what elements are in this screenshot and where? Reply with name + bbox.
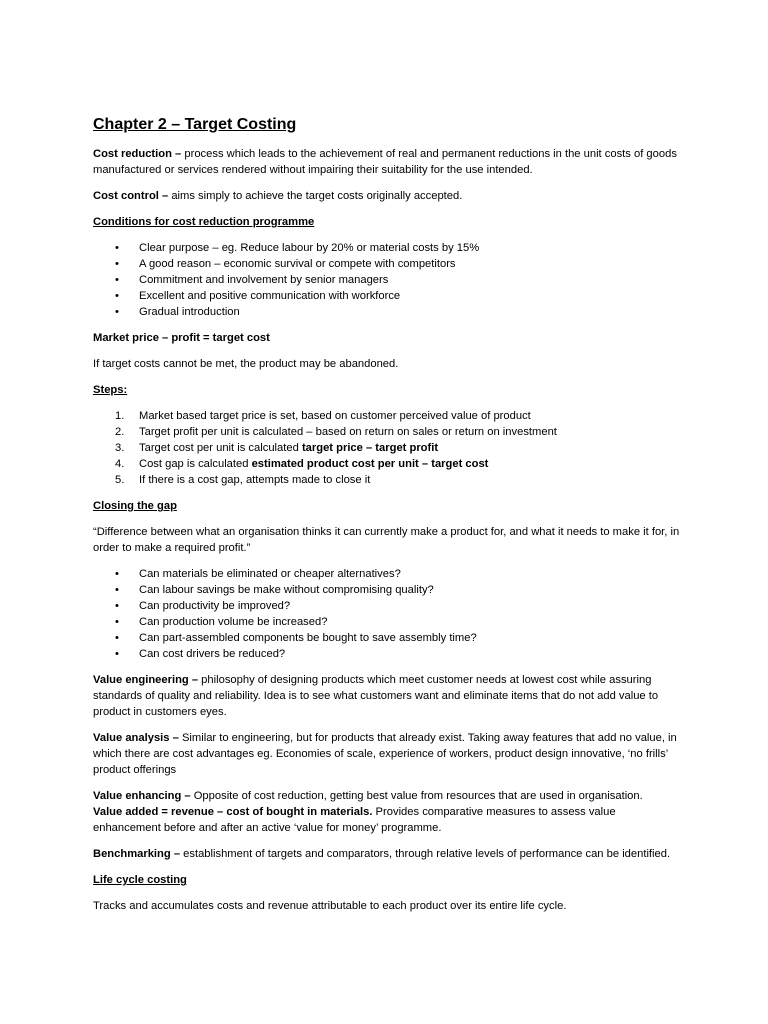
conditions-list bbox=[93, 240, 683, 320]
steps-list bbox=[93, 408, 683, 488]
list-item bbox=[93, 272, 683, 288]
list-item-text: Can labour savings be make without compromising quality? bbox=[139, 584, 434, 596]
cost-control-term: Cost control – bbox=[93, 190, 169, 202]
list-item bbox=[93, 288, 683, 304]
value-enhancing-term: Value enhancing – bbox=[93, 790, 191, 802]
list-item bbox=[93, 646, 683, 662]
step-item bbox=[93, 440, 683, 456]
bullet-icon: • bbox=[115, 290, 119, 302]
step-number: 5. bbox=[115, 474, 125, 486]
life-cycle-text: Tracks and accumulates costs and revenue attributable to each product over its entire life cycle. bbox=[93, 900, 567, 912]
value-analysis-paragraph bbox=[93, 730, 683, 778]
list-item-text: Commitment and involvement by senior managers bbox=[139, 274, 389, 286]
abandon-note: If target costs cannot be met, the product may be abandoned. bbox=[93, 358, 399, 370]
list-item-text: Can materials be eliminated or cheaper alternatives? bbox=[139, 568, 401, 580]
step-number: 2. bbox=[115, 426, 125, 438]
value-analysis-text: Similar to engineering, but for products that already exist. Taking away features that add no value, in which there are cost advantages eg. Economies of scale, experience of workers, product design innovative, ‘no frills’ product offerings bbox=[93, 732, 677, 776]
benchmarking-paragraph bbox=[93, 846, 683, 862]
steps-heading: Steps: bbox=[93, 384, 128, 396]
bullet-icon: • bbox=[115, 306, 119, 318]
cost-control-text: aims simply to achieve the target costs originally accepted. bbox=[168, 190, 463, 202]
list-item-text: Can productivity be improved? bbox=[139, 600, 291, 612]
value-engineering-text: philosophy of designing products which meet customer needs at lowest cost while assuring standards of quality and reliability. Idea is to see what customers want and eliminate items that do not add value to product in customers eyes. bbox=[93, 674, 659, 718]
list-item-text: Can production volume be increased? bbox=[139, 616, 328, 628]
list-item bbox=[93, 304, 683, 320]
cost-control-paragraph bbox=[93, 188, 683, 204]
list-item-text: Clear purpose – eg. Reduce labour by 20% or material costs by 15% bbox=[139, 242, 480, 254]
step-number: 3. bbox=[115, 442, 125, 454]
list-item bbox=[93, 240, 683, 256]
value-added-formula: Value added = revenue – cost of bought in materials. bbox=[93, 806, 373, 818]
conditions-heading: Conditions for cost reduction programme bbox=[93, 216, 315, 228]
list-item bbox=[93, 630, 683, 646]
cost-reduction-paragraph bbox=[93, 146, 683, 178]
closing-gap-quote: “Difference between what an organisation thinks it can currently make a product for, and what it needs to make it for, in order to make a required profit.” bbox=[93, 526, 680, 554]
bullet-icon: • bbox=[115, 242, 119, 254]
step-formula: target price – target profit bbox=[301, 442, 439, 454]
bullet-icon: • bbox=[115, 584, 119, 596]
list-item bbox=[93, 256, 683, 272]
step-item bbox=[93, 456, 683, 472]
value-enhancing-text: Opposite of cost reduction, getting best value from resources that are used in organisation. bbox=[190, 790, 643, 802]
step-text: Cost gap is calculated bbox=[139, 458, 252, 470]
list-item bbox=[93, 614, 683, 630]
cost-reduction-term: Cost reduction – bbox=[93, 148, 182, 160]
document-content bbox=[93, 114, 683, 924]
closing-gap-heading: Closing the gap bbox=[93, 500, 177, 512]
closing-gap-list bbox=[93, 566, 683, 662]
bullet-icon: • bbox=[115, 600, 119, 612]
target-cost-formula: Market price – profit = target cost bbox=[93, 332, 270, 344]
step-item bbox=[93, 472, 683, 488]
list-item bbox=[93, 566, 683, 582]
value-engineering-paragraph bbox=[93, 672, 683, 720]
step-item bbox=[93, 424, 683, 440]
bullet-icon: • bbox=[115, 274, 119, 286]
step-number: 1. bbox=[115, 410, 125, 422]
list-item-text: A good reason – economic survival or compete with competitors bbox=[139, 258, 456, 270]
step-text: Target profit per unit is calculated – based on return on sales or return on investment bbox=[139, 426, 557, 438]
bullet-icon: • bbox=[115, 258, 119, 270]
step-number: 4. bbox=[115, 458, 125, 470]
step-formula: estimated product cost per unit – target cost bbox=[251, 458, 489, 470]
cost-reduction-text: process which leads to the achievement of real and permanent reductions in the unit costs of goods manufactured or services rendered without impairing their suitability for the use intended. bbox=[93, 148, 677, 176]
list-item-text: Can part-assembled components be bought to save assembly time? bbox=[139, 632, 477, 644]
value-added-text: Provides comparative measures to assess value enhancement before and after an active ‘value for money’ programme. bbox=[93, 806, 616, 834]
chapter-title: Chapter 2 – Target Costing bbox=[93, 116, 297, 133]
life-cycle-heading: Life cycle costing bbox=[93, 874, 187, 886]
list-item-text: Excellent and positive communication with workforce bbox=[139, 290, 401, 302]
benchmarking-term: Benchmarking – bbox=[93, 848, 181, 860]
bullet-icon: • bbox=[115, 632, 119, 644]
benchmarking-text: establishment of targets and comparators, through relative levels of performance can be identified. bbox=[180, 848, 671, 860]
step-text: If there is a cost gap, attempts made to close it bbox=[139, 474, 371, 486]
bullet-icon: • bbox=[115, 648, 119, 660]
list-item-text: Can cost drivers be reduced? bbox=[139, 648, 286, 660]
step-text: Target cost per unit is calculated bbox=[139, 442, 302, 454]
list-item-text: Gradual introduction bbox=[139, 306, 240, 318]
value-engineering-term: Value engineering – bbox=[93, 674, 199, 686]
bullet-icon: • bbox=[115, 616, 119, 628]
value-enhancing-paragraph bbox=[93, 788, 683, 836]
list-item bbox=[93, 598, 683, 614]
bullet-icon: • bbox=[115, 568, 119, 580]
step-item bbox=[93, 408, 683, 424]
list-item bbox=[93, 582, 683, 598]
step-text: Market based target price is set, based on customer perceived value of product bbox=[139, 410, 531, 422]
value-analysis-term: Value analysis – bbox=[93, 732, 179, 744]
